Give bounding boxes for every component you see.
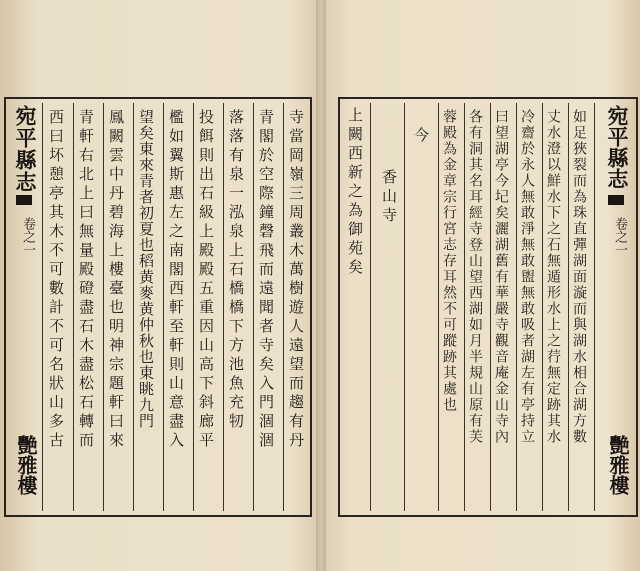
right-edge-volume: 卷之一 (612, 217, 627, 256)
text-column: 西曰坏憩亭其木不可數計不可名狀山多古 (47, 109, 65, 451)
right-page-frame (338, 97, 638, 517)
heading-jin: 今 (412, 127, 430, 146)
left-edge-title: 宛平縣志 (13, 105, 38, 193)
text-column: 丈水澄以鮮水下之石無遁形水上之荇無定跡其水 (545, 109, 561, 445)
left-page-frame (4, 97, 312, 517)
left-col-divider (253, 103, 254, 511)
text-column: 望矣東來青者初夏也稻黄麥黄仲秋也東眺九門 (137, 109, 155, 429)
left-col-divider (73, 103, 74, 511)
left-edge-studio: 艷雅樓 (14, 435, 38, 495)
right-edge-column (596, 99, 632, 515)
right-edge-title: 宛平縣志 (605, 105, 630, 189)
right-col-divider (490, 103, 491, 511)
text-column: 冷齋於永人無敢淨無敢盥無敢吸者湖左有亭持立 (519, 109, 535, 445)
left-col-divider (103, 103, 104, 511)
heading-xiangshan: 香山寺 (380, 169, 398, 226)
left-edge-volume: 卷之一 (20, 217, 35, 256)
left-col-divider (193, 103, 194, 511)
right-col-divider (542, 103, 543, 511)
left-col-divider (283, 103, 284, 511)
left-col-divider (133, 103, 134, 511)
text-column: 青軒右北上曰無量殿磴盡石木盡松石轉而 (77, 109, 95, 451)
text-column: 如足狹裂而為珠直彈湖面漩而與湖水相合湖方數 (571, 109, 587, 445)
text-column: 檻如翼斯惠左之南閣西軒至軒則山意盡入 (167, 109, 185, 451)
right-edge-divider (594, 103, 595, 511)
text-column: 各有洞其名耳經寺登山望西湖如月半規山原有芙 (467, 109, 483, 445)
heading-xiangshan-paragraph: 上闕西新之為御苑矣 (346, 107, 364, 278)
text-column: 寺當岡嶺三周叢木萬樹遊人遠望而趨有丹 (287, 109, 305, 451)
text-column: 落落有泉一泓泉上石橋橋下方池魚充牣 (227, 109, 245, 432)
right-col-divider (438, 103, 439, 511)
right-col-divider (464, 103, 465, 511)
left-col-divider (223, 103, 224, 511)
text-column: 蓉殿為金章宗行宮志存耳然不可蹤跡其處也 (441, 109, 457, 413)
text-column: 青閣於空際鐘磬飛而遠聞者寺矣入門涸涸 (257, 109, 275, 451)
right-fish-tail-mark (608, 195, 624, 205)
right-col-divider (404, 103, 405, 511)
left-col-divider (163, 103, 164, 511)
text-column: 鳳闕雲中丹碧海上樓臺也明神宗題軒曰來 (107, 109, 125, 451)
text-column: 曰望湖亭今圮矣灑湖舊有華嚴寺觀音庵金山寺內 (493, 109, 509, 445)
right-page (322, 0, 640, 571)
right-col-divider (568, 103, 569, 511)
left-edge-divider (42, 103, 43, 511)
right-edge-studio: 艷雅樓 (606, 435, 630, 495)
right-col-divider (370, 103, 371, 511)
text-column: 投餌則出石級上殿殿五重因山高下斜廊平 (197, 109, 215, 451)
right-col-divider (516, 103, 517, 511)
left-fish-tail-mark (16, 195, 32, 205)
left-edge-column (6, 99, 42, 515)
